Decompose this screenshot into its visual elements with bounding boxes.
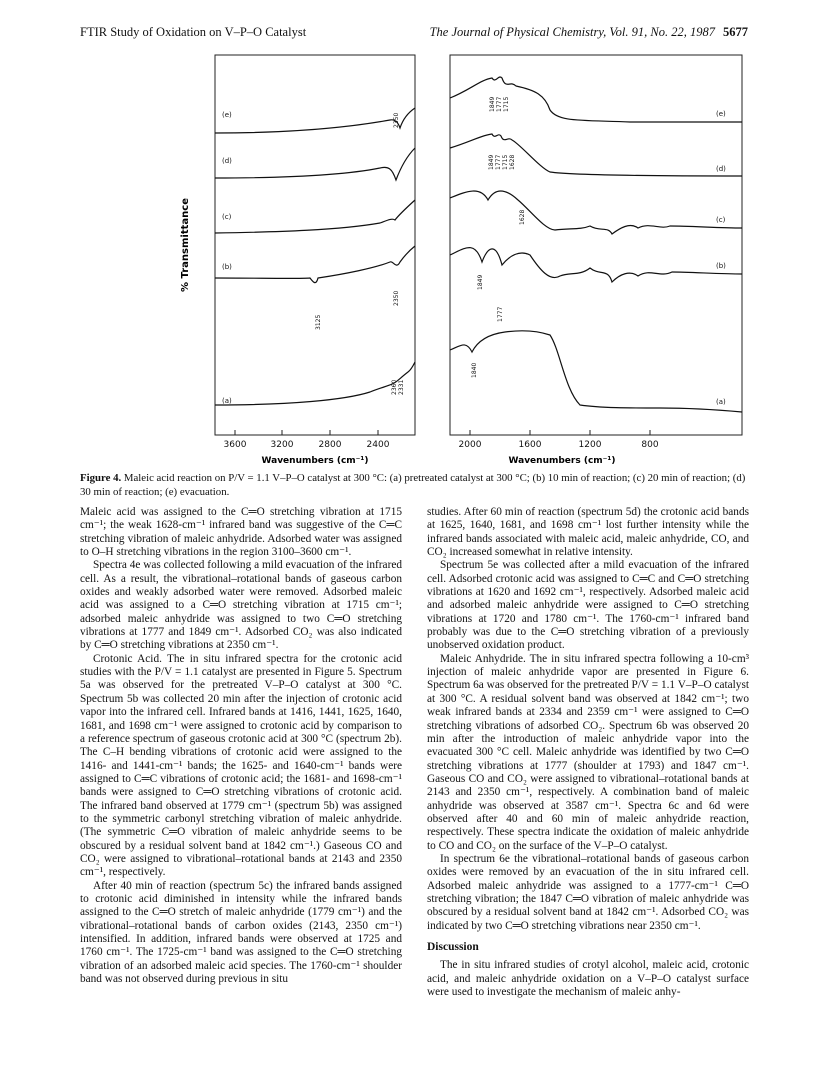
journal-citation bbox=[430, 25, 748, 40]
right-spectrum-a bbox=[450, 331, 742, 412]
right-tick-labels bbox=[459, 440, 659, 450]
right-spectra bbox=[450, 77, 742, 412]
left-peak-b-3125: 3125 bbox=[315, 314, 322, 330]
right-spectrum-labels bbox=[716, 110, 726, 406]
paragraph: Crotonic Acid. The in situ infrared spectra for the crotonic acid studies with the P/V = 1.1 catalyst are presented in Figure 5. Spectrum 5a was observed for the pretreated V–P–O catalyst at 300 °C. Spectrum 5b was collected 20 min after the injection of crotonic acid vapor into the infrared cell. Infrared bands at 1416, 1441, 1625, 1640, 1681, and 1698 cm⁻¹ were assigned to crotonic acid by comparison to a reference spectrum of gaseous crotonic acid at 300 °C (spectrum 2b). The C–H bending vibrations of crotonic acid were assigned to the 1416- and 1441-cm⁻¹ bands; the 1625- and 1640-cm⁻¹ bands were assigned to C═C vibrations of crotonic acid; the 1681- and 1698-cm⁻¹ bands were assigned to C═O stretching vibrations of crotonic acid. The infrared band observed at 1779 cm⁻¹ (spectrum 5b) was assigned to the symmetric carbonyl stretching vibration of maleic anhydride. (The symmetric C═O vibration of maleic anhydride seems to be obscured by a residual solvent band at 1842 cm⁻¹.) Gaseous CO and CO₂ were assigned to vibrational–rotational bands at 2143 and 2350 cm⁻¹, respectively. bbox=[80, 652, 402, 879]
paragraph: After 40 min of reaction (spectrum 5c) the infrared bands assigned to crotonic acid diminished in intensity while the infrared bands assigned to the C═O stretch of maleic anhydride (1779 cm⁻¹) and the vibrational–rotational bands of carbon oxides (2143, 2350 cm⁻¹) intensified. In addition, infrared bands were observed at 1725 and 1760 cm⁻¹. The 1725-cm⁻¹ band was assigned to the C═O stretching vibration of an adsorbed maleic acid species. The 1760-cm⁻¹ shoulder band was not observed during previous in situ bbox=[80, 879, 402, 986]
ftir-spectra-figure bbox=[160, 50, 750, 475]
section-heading: Discussion bbox=[427, 941, 479, 953]
left-x-ticks bbox=[235, 430, 378, 435]
left-spectra bbox=[215, 108, 415, 405]
right-tick-2000: 2000 bbox=[458, 440, 482, 450]
right-peak-d-1849: 1849 bbox=[488, 154, 495, 170]
running-title: FTIR Study of Oxidation on V–P–O Catalyst bbox=[80, 25, 307, 39]
left-spectrum-labels bbox=[222, 111, 232, 405]
right-x-axis-label: Wavenumbers (cm⁻¹) bbox=[508, 456, 616, 466]
right-spectrum-c bbox=[450, 191, 742, 234]
caption-label: Figure 4. bbox=[80, 472, 122, 484]
right-tick-800: 800 bbox=[641, 440, 659, 450]
page-header bbox=[80, 25, 748, 41]
paragraph: Spectrum 5e was collected after a mild evacuation of the infrared cell. Adsorbed crotonic acid was assigned to C═C and C═O stretching vibrations at 1620 and 1692 cm⁻¹, respectively. Adsorbed maleic acid and adsorbed maleic anhydride were assigned to C═O stretching vibrations at 1720 and 1780 cm⁻¹. The 1760-cm⁻¹ infrared band probably was due to the C═O stretching vibration of a previously unobserved oxidation product. bbox=[427, 559, 749, 652]
left-tick-3600: 3600 bbox=[223, 440, 247, 450]
left-spectrum-b bbox=[215, 246, 415, 283]
right-label-d: (d) bbox=[716, 165, 726, 173]
left-peak-a-2360: 2360 bbox=[391, 379, 398, 395]
right-peak-d-1777: 1777 bbox=[495, 154, 502, 170]
right-label-a: (a) bbox=[716, 398, 726, 406]
right-tick-1600: 1600 bbox=[518, 440, 542, 450]
left-spectrum-e bbox=[215, 108, 415, 133]
left-peak-b-2350: 2350 bbox=[393, 290, 400, 306]
left-column bbox=[80, 506, 402, 986]
right-label-b: (b) bbox=[716, 262, 726, 270]
paragraph: The in situ infrared studies of crotyl alcohol, maleic acid, crotonic acid, and maleic anhydride oxidation on a V–P–O catalyst surface were used to investigate the mechanism of maleic anhy- bbox=[427, 959, 749, 999]
left-x-axis-label: Wavenumbers (cm⁻¹) bbox=[261, 456, 369, 466]
right-label-e: (e) bbox=[716, 110, 726, 118]
left-peak-annotations bbox=[315, 113, 405, 395]
left-peak-a-2331: 2331 bbox=[398, 379, 405, 395]
right-peak-d-1715: 1715 bbox=[502, 154, 509, 170]
left-spectrum-c bbox=[215, 200, 415, 233]
right-peak-annotations bbox=[471, 97, 526, 378]
right-peak-e-1849: 1849 bbox=[489, 96, 496, 112]
left-label-b: (b) bbox=[222, 263, 232, 271]
y-axis-label: % Transmittance bbox=[180, 198, 191, 292]
figure-4 bbox=[160, 50, 750, 475]
left-spectrum-d bbox=[215, 148, 415, 180]
paragraph: studies. After 60 min of reaction (spectrum 5d) the crotonic acid bands at 1625, 1640, 1681, and 1698 cm⁻¹ lost further intensity while the infrared bands associated with maleic acid, maleic anhydride, CO, and CO₂ increased somewhat in relative intensity. bbox=[427, 506, 749, 559]
right-peak-e-1777: 1777 bbox=[496, 96, 503, 112]
right-peak-d-1628: 1628 bbox=[509, 154, 516, 170]
right-peak-c-1628: 1628 bbox=[519, 209, 526, 225]
right-x-ticks bbox=[470, 430, 650, 435]
journal-name: The Journal of Physical Chemistry, Vol. 91, No. 22, 1987 bbox=[429, 25, 715, 39]
right-peak-b-1777: 1777 bbox=[497, 306, 504, 322]
paragraph: Maleic acid was assigned to the C═O stretching vibration at 1715 cm⁻¹; the weak 1628-cm⁻¹ infrared band was suggestive of the C═C stretching vibration of maleic anhydride. Adsorbed water was assigned to O–H stretching vibrations in the region 3100–3600 cm⁻¹. bbox=[80, 506, 402, 559]
left-label-c: (c) bbox=[222, 213, 232, 221]
page-number: 5677 bbox=[723, 25, 748, 39]
figure-caption bbox=[80, 471, 750, 499]
right-peak-b-1849: 1849 bbox=[477, 274, 484, 290]
right-spectrum-b bbox=[450, 248, 742, 282]
left-label-d: (d) bbox=[222, 157, 232, 165]
paragraph: Spectra 4e was collected following a mild evacuation of the infrared cell. As a result, the vibrational–rotational bands of gaseous carbon oxides and weakly adsorbed water were removed. Adsorbed maleic acid was assigned to a C═O stretching vibration at 1715 cm⁻¹; adsorbed maleic anhydride was assigned to two C═O stretching vibrations at 1777 and 1849 cm⁻¹. Adsorbed CO₂ was also indicated by C═O stretching vibrations at 2350 cm⁻¹. bbox=[80, 559, 402, 652]
left-tick-3200: 3200 bbox=[270, 440, 294, 450]
left-panel-frame bbox=[215, 55, 415, 435]
right-peak-e-1715: 1715 bbox=[503, 96, 510, 112]
right-label-c: (c) bbox=[716, 216, 726, 224]
left-peak-e-2350: 2350 bbox=[393, 112, 400, 128]
paragraph: In spectrum 6e the vibrational–rotational bands of gaseous carbon oxides were removed by an evacuation of the in situ infrared cell. Adsorbed maleic anhydride was assigned to a 1777-cm⁻¹ C═O stretching vibration; the 1847 C═O vibration of maleic anhydride was obscured by a residual solvent band at 1842 cm⁻¹. Adsorbed CO₂ was indicated by two C═O stretching vibrations near 2350 cm⁻¹. bbox=[427, 852, 749, 932]
paragraph: Maleic Anhydride. The in situ infrared spectra following a 10-cm³ injection of maleic anhydride vapor are presented in Figure 6. Spectrum 6a was observed for the pretreated P/V = 1.1 V–P–O catalyst at 300 °C. A residual solvent band was observed at 1842 cm⁻¹; two weak infrared bands at 2334 and 2359 cm⁻¹ were assigned to C═O stretching vibrations of adsorbed CO₂. Spectrum 6b was observed 20 min after the introduction of maleic anhydride vapor into the evacuated 300 °C cell. Maleic anhydride was identified by two C═O stretching vibrations at 1777 (shoulder at 1793) and 1847 cm⁻¹. Gaseous CO and CO₂ were assigned to vibrational–rotational bands at 2143 and 2350 cm⁻¹, respectively. A combination band of maleic anhydride was observed at 3587 cm⁻¹. Spectra 6c and 6d were observed after 40 and 60 min of maleic anhydride reaction, respectively. These spectra indicate the oxidation of maleic anhydride to CO and CO₂ on the surface of the V–P–O catalyst. bbox=[427, 652, 749, 852]
right-column bbox=[427, 506, 749, 999]
right-peak-a-1840: 1840 bbox=[471, 362, 478, 378]
left-tick-2800: 2800 bbox=[318, 440, 342, 450]
right-tick-1200: 1200 bbox=[578, 440, 602, 450]
left-label-a: (a) bbox=[222, 397, 232, 405]
left-tick-2400: 2400 bbox=[366, 440, 390, 450]
caption-text: Maleic acid reaction on P/V = 1.1 V–P–O catalyst at 300 °C: (a) pretreated catalyst at 300 °C; (b) 10 min of reaction; (c) 20 min of reaction; (d) 30 min of reaction; (e) evacuation. bbox=[80, 472, 746, 498]
left-label-e: (e) bbox=[222, 111, 232, 119]
left-spectrum-a bbox=[215, 362, 415, 405]
left-tick-labels bbox=[224, 440, 390, 450]
